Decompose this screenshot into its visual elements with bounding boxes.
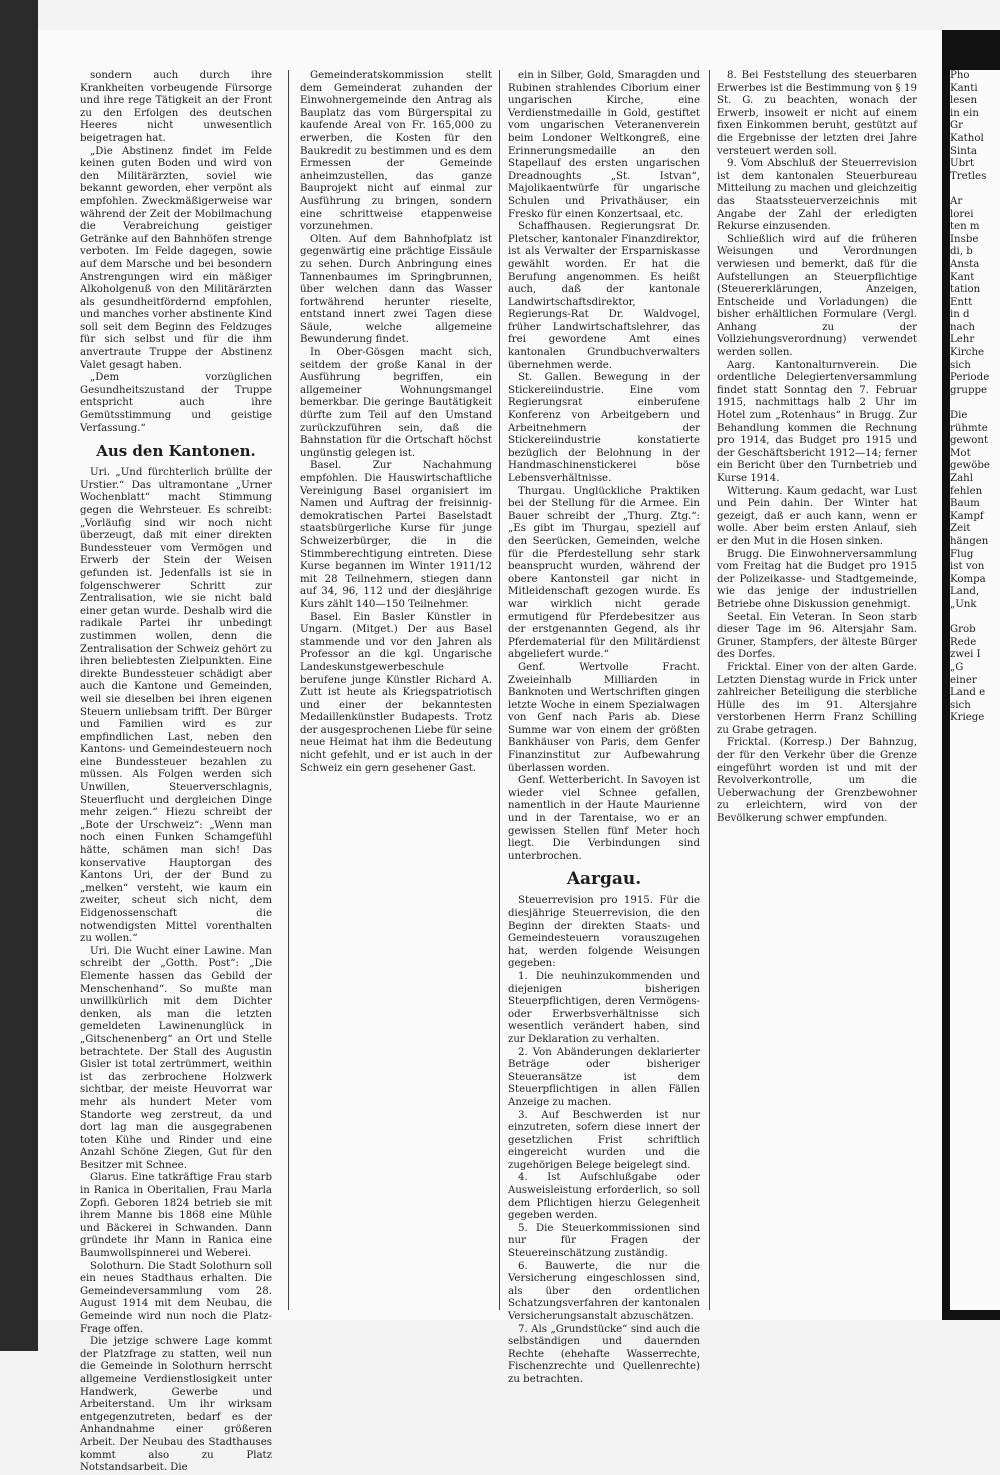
paragraph: 9. Vom Abschluß der Steuerrevision ist dem kantonalen Steuerbureau Mitteilung zu machen und gleichzeitig das Staatssteuerverzeichnis mit Angabe der Zahl der erledigten Rekurse einzusenden.: [717, 158, 917, 233]
column-1: [80, 70, 272, 1474]
fragment-line: Kampf: [950, 510, 984, 522]
fragment-line: Ubrt: [950, 158, 975, 170]
paragraph: 3. Auf Beschwerden ist nur einzutreten, sofern diese innert der gesetzlichen Frist schriftlich eingereicht wurden und die zugehörigen Belege beigelegt sind.: [508, 1109, 700, 1171]
fragment-line: [950, 612, 1000, 625]
column-rule: [288, 70, 289, 1310]
fragment-line: Mot: [950, 447, 971, 459]
paragraph: Glarus. Eine tatkräftige Frau starb in Ranica in Oberitalien, Frau Marla Zopfi. Geboren 1824 betrieb sie mit ihrem Manne bis 1868 eine Mühle und Bäckerei in Schwanden. Dann gründete ihr Mann in Ranica eine Baumwollspinnerei und Weberei.: [80, 1172, 272, 1260]
fragment-line: „G: [950, 661, 964, 673]
fragment-line: gewont: [950, 435, 989, 447]
paragraph: Die jetzige schwere Lage kommt der Platzfrage zu statten, weil nun die Gemeinde in Solothurn herrscht allgemeine Verdienstlosigkeit unter Handwerk, Gewerbe und Arbeiterstand. Um ihr wirksam entgegenzutreten, bedarf es der Anhandnahme einer größeren Arbeit. Der Neubau des Stadthauses kommt also zu Platz Notstandsarbeit. Die: [80, 1336, 272, 1474]
paragraph: Basel. Zur Nachahmung empfohlen. Die Hauswirtschaftliche Vereinigung Basel organisiert im Namen und Auftrag der freisinnig-demokratischen Partei Baselstadt staatsbürgerliche Kurse für junge Schweizerbürger, die in die Stimmberechtigung eintreten. Diese Kurse begannen im Winter 1911/12 mit 28 Teilnehmern, stiegen dann auf 34, 96, 112 und der diesjährige Kurs zählt 140—150 Teilnehmer.: [300, 460, 492, 610]
paragraph: Seetal. Ein Veteran. In Seon starb dieser Tage im 96. Altersjahr Sam. Gruner, Stampfers, der älteste Bürger des Dorfes.: [717, 611, 917, 661]
fragment-line: rühmte: [950, 422, 988, 434]
paragraph: Schließlich wird auf die früheren Weisungen und Verordnungen verwiesen und bemerkt, daß für die Aufstellungen an Steuerpflichtige (Steuererklärungen, Anzeigen, Entscheide und Vorladungen) die bisher erhältlichen Formulare (Vergl. Anhang zu der Vollziehungsverordnung) verwendet werden sollen.: [717, 233, 917, 359]
fragment-line: in d: [950, 309, 970, 321]
paragraph: Gemeinderatskommission stellt dem Gemeinderat zuhanden der Einwohnergemeinde den Antrag als Bauplatz das vom Bürgerspital zu kaufende Areal von Fr. 165,000 zu erwerben, die Kosten für den Baukredit zu bestimmen und es dem Ermessen der Gemeinde anheimzustellen, das ganze Bauprojekt nicht auf einmal zur Ausführung zu bringen, sondern eine schrittweise etappenweise vorzunehmen.: [300, 70, 492, 233]
scan-left-margin: [0, 0, 38, 1351]
fragment-line: di, b: [950, 246, 973, 258]
paragraph: 7. Als „Grundstücke“ sind auch die selbständigen und dauernden Rechte (ehehafte Wasserrechte, Fischenzrechte und Quellenrechte) zu betrachten.: [508, 1323, 700, 1385]
paragraph: Schaffhausen. Regierungsrat Dr. Pletscher, kantonaler Finanzdirektor, ist als Verwalter der Ersparniskasse gewählt worden. Er hat die Berufung angenommen. Es heißt auch, daß der kantonale Landwirtschaftsdirektor, Regierungs-Rat Dr. Waldvogel, früher Landwirtschaftslehrer, das frei gewordene Amt eines kantonalen Grundbuchverwalters übernehmen werde.: [508, 221, 701, 371]
fragment-line: hängen: [950, 535, 989, 547]
fragment-line: gruppe: [950, 384, 988, 396]
fragment-line: Grob: [950, 624, 976, 636]
paragraph: „Dem vorzüglichen Gesundheitszustand der Truppe entspricht auch ihre Gemütsstimmung und geistige Verfassung.“: [80, 372, 272, 434]
paragraph: In Ober-Gösgen macht sich, seitdem der große Kanal in der Ausführung begriffen, ein allgemeiner Wohnungsmangel bemerkbar. Die geringe Bautätigkeit dürfte zum Teil auf den Umstand zurückzuführen sein, daß die Bahnstation für die Ortschaft höchst ungünstig gelegen ist.: [300, 347, 492, 459]
paragraph: 4. Ist Aufschlußgabe oder Ausweisleistung erforderlich, so soll dem Pflichtigen hierzu Gelegenheit gegeben werden.: [508, 1172, 700, 1222]
paragraph: Uri. Die Wucht einer Lawine. Man schreibt der „Gotth. Post“: „Die Elemente hassen das Gebild der Menschenhand“. So mußte man unwillkürlich mit dem Dichter denken, als man die letzten gemeldeten Lawinenunglück in „Gitschenenberg“ an Ort und Stelle betrachtete. Der Stall des Augustin Gisler ist total zertrümmert, weithin ist das zerbrochene Holzwerk sichtbar, der meiste Heuvorrat war mehr als hundert Meter vom Standorte weg zerstreut, da und dort lag man die ausgegrabenen toten Kühe und Rinder und eine Anzahl Schöne Ziegen, Gut für den Besitzer mit Schnee.: [80, 945, 272, 1171]
paragraph: Fricktal. Einer von der alten Garde. Letzten Dienstag wurde in Frick unter zahlreicher Beteiligung die sterbliche Hülle des im 91. Altersjahre verstorbenen Herrn Franz Schilling zu Grabe getragen.: [717, 661, 917, 736]
fragment-line: „Unk: [950, 598, 977, 610]
fragment-line: Ar: [950, 195, 963, 207]
paragraph: „Die Abstinenz findet im Felde keinen guten Boden und wird von den Militärärzten, soviel wie bekannt geworden, eher verpönt als empfohlen. Zweckmäßigerweise war während der Zeit der Mobilmachung die Verabreichung geistiger Getränke auf den Bahnhöfen strenge verboten. Im Felde dagegen, sowie auf dem Marsche und bei besondern Anstrengungen wird ein mäßiger Alkoholgenuß von den Militärärzten als gesundheitfördernd empfohlen, und manches vorher abstinente Kind soll seit dem Beginn des Feldzuges für sich selbst und für die ihm anvertraute Truppe der Abstinenz Valet gesagt haben.: [80, 145, 272, 371]
fragment-line: in ein: [950, 107, 979, 119]
paragraph: Uri. „Und fürchterlich brüllte der Urstier.“ Das ultramontane „Urner Wochenblatt“ macht Stimmung gegen die Wehrsteuer. Es schreibt: „Vorläufig sind wir noch nicht überzeugt, daß mit einer direkten Bundessteuer vom Vermögen und Erwerb der Stein der Weisen gefunden ist. Jedenfalls ist sie in folgenschwerer Schritt zur Zentralisation, wie sie nicht bald einer getan wurde. Deshalb wird die radikale Partei ihr unbedingt zustimmen wollen, denn die Zentralisation der Schweiz gehört zu ihren beliebtesten Zielpunkten. Eine direkte Bundessteuer schädigt aber auch die Kantone und Gemeinden, weil sie dieselben bei ihren eigenen Steuern unliebsam trifft. Der Bürger und Familien wird es zur empfindlichen Last, neben den Kantons- und Gemeindesteuern noch eine Bundessteuer bezahlen zu müssen. Als Folgen werden sich Unwillen, Steuerverschlagnis, Steuerflucht und dergleichen Dinge mehr zeigen.“ Hiezu schreibt der „Bote der Urschweiz“: „Wenn man noch einen Funken Schamgefühl hätte, schämen man sich! Das konservative Hauptorgan des Kantons Uri, der der Bund zu „melken“ versteht, wie kaum ein zweiter, scheut sich nicht, dem Eidgenossenschaft die notwendigsten Mittel vorenthalten zu wollen.“: [80, 467, 272, 945]
paragraph: Aarg. Kantonalturnverein. Die ordentliche Delegiertenversammlung findet statt Sonntag den 7. Februar 1915, nachmittags halb 2 Uhr im Hotel zum „Rotenhaus“ in Brugg. Zur Behandlung kommen die Rechnung pro 1914, das Budget pro 1915 und der Geschäftsbericht 1912—14; ferner ein Bericht über den Turnbetrieb und Kurse 1914.: [717, 359, 917, 484]
fragment-line: Ansta: [950, 258, 980, 270]
fragment-line: Rede: [950, 636, 977, 648]
fragment-line: Kompa: [950, 573, 986, 585]
paragraph: Genf. Wertvolle Fracht. Zweieinhalb Milliarden in Banknoten und Wertschriften gingen letzte Woche in einem Spezialwagen von Genf nach Paris ab. Diese Summe war von einem der größten Bankhäuser von Paris, dem Genfer Finanzinstitut zur Aufbewahrung überlassen worden.: [508, 661, 700, 774]
fragment-line: Die: [950, 410, 968, 422]
fragment-line: Land e: [950, 687, 986, 699]
fragment-line: Periode: [950, 372, 990, 384]
fragment-line: lesen: [950, 95, 978, 107]
paragraph: 5. Die Steuerkommissionen sind nur für Fragen der Steuereinschätzung zuständig.: [508, 1222, 700, 1260]
fragment-line: sich: [950, 359, 971, 371]
fragment-line: Tretles: [950, 170, 987, 182]
fragment-line: ten m: [950, 221, 980, 233]
paragraph: Thurgau. Unglückliche Praktiken bei der Stellung für die Armee. Ein Bauer schreibt der „Thurg. Ztg.“: „Es gibt im Thurgau, speziell auf den Seerücken, Gemeinden, welche für die Pferdestellung sehr stark beansprucht wurden, während der obere Kantonsteil gar nicht in Mitleidenschaft gezogen wurde. Es war wirklich nicht gerade ermutigend für Pferdebesitzer aus der erstgenannten Gegend, als ihr Pferdematerial für den Militärdienst abgeliefert wurde.“: [508, 485, 700, 661]
paragraph: 8. Bei Feststellung des steuerbaren Erwerbes ist die Bestimmung von § 19 St. G. zu beachten, wonach der Erwerb, insoweit er nicht auf einem fixen Einkommen beruht, gestützt auf die Ergebnisse der letzten drei Jahre versteuert werden soll.: [717, 70, 917, 157]
paragraph: St. Gallen. Bewegung in der Stickereiindustrie. Eine vom Regierungsrat einberufene Konferenz von Arbeitgebern und Arbeitnehmern der Stickereiindustrie konstatierte bezüglich der Belohnung in der Handmaschinenstickerei böse Lebensverhältnisse.: [508, 372, 700, 484]
paragraph: Solothurn. Die Stadt Solothurn soll ein neues Stadthaus erhalten. Die Gemeindeversammlung vom 28. August 1914 mit dem Neubau, die Gemeinde wird nun noch die Platz-Frage offen.: [80, 1260, 272, 1335]
fragment-line: ist von: [950, 561, 985, 573]
fragment-line: Kriege: [950, 712, 985, 724]
paragraph: ein in Silber, Gold, Smaragden und Rubinen strahlendes Ciborium einer ungarischen Kirche, eine Verdienstmedaille in Gold, gestiftet vom ungarischen Veteranenverein beim Londoner Weltkongreß, eine Erinnerungsmedaille an den Stapellauf des ersten ungarischen Dreadnoughts „St. Istvan“, Majolikaentwürfe für ungarische Schulen und Privathäuser, ein Fresko für einen Konzertsaal, etc.: [508, 70, 700, 220]
paragraph: Brugg. Die Einwohnerversammlung vom Freitag hat die Budget pro 1915 der Polizeikasse- und Stadtgemeinde, wie das jenige der industriellen Betriebe ohne Diskussion genehmigt.: [717, 548, 917, 610]
paragraph: Olten. Auf dem Bahnhofplatz ist gegenwärtig eine prächtige Eissäule zu sehen. Durch Anbringung eines Tannenbaumes im Springbrunnen, über welchen dann das Wasser fortwährend herunter rieselte, entstand innert zwei Tagen diese Säule, welche allgemeine Bewunderung findet.: [300, 233, 492, 346]
fragment-line: [950, 183, 1000, 196]
column-rule: [709, 70, 710, 1310]
paragraph: 6. Bauwerte, die nur die Versicherung eingeschlossen sind, als über den ordentlichen Schatzungsverfahren der kantonalen Versicherungsanstalt abzuschätzen.: [508, 1260, 700, 1322]
fragment-line: nach: [950, 321, 975, 333]
fragment-line: Baum: [950, 498, 980, 510]
fragment-line: Entt: [950, 296, 973, 308]
paragraph: Genf. Wetterbericht. In Savoyen ist wieder viel Schnee gefallen, namentlich in der Haute Maurienne und in der Tarentaise, wo er an gewissen Stellen fünf Meter hoch liegt. Die Verbindungen sind unterbrochen.: [508, 775, 700, 862]
fragment-line: Flug: [950, 548, 974, 560]
fragment-line: Kathol: [950, 132, 984, 144]
paragraph: 2. Von Abänderungen deklarierter Beträge oder bisheriger Steueransätze ist dem Steuerpflichtigen in allen Fällen Anzeige zu machen.: [508, 1046, 700, 1108]
fragment-line: Land,: [950, 586, 980, 598]
fragment-line: Kanti: [950, 82, 978, 94]
fragment-line: einer: [950, 674, 977, 686]
fragment-line: Kirche: [950, 347, 985, 359]
paragraph: Basel. Ein Basler Künstler in Ungarn. (Mitget.) Der aus Basel stammende und vor den Jahren als Professor an die kgl. Ungarische Landeskunstgewerbeschule berufene junge Künstler Richard A. Zutt ist heute als Kriegspatriotisch und einer der bekanntesten Medaillenkünstler Budapests. Trotz der ausgesprochenen Liebe für seine neue Heimat hat ihm die Bedeutung nicht gefehlt, und er ist auch in der Schweiz ein gern gesehener Gast.: [300, 611, 492, 774]
paragraph: Steuerrevision pro 1915. Für die diesjährige Steuerrevision, die den Beginn der direkten Staats- und Gemeindesteuern vorauszugehen hat, werden folgende Weisungen gegeben:: [508, 895, 700, 970]
column-rule: [499, 70, 500, 1310]
column-3: [508, 70, 701, 1385]
fragment-line: sich: [950, 699, 971, 711]
paragraph: 1. Die neuhinzukommenden und diejenigen bisherigen Steuerpflichtigen, deren Vermögens- oder Erwerbsverhältnisse sich wesentlich verändert haben, sind zur Deklaration zu verhalten.: [508, 970, 700, 1045]
fragment-line: Zeit: [950, 523, 971, 535]
section-heading: Aargau.: [566, 869, 642, 890]
fragment-line: Gr: [950, 120, 964, 132]
paragraph: sondern auch durch ihre Krankheiten vorbeugende Fürsorge und ihre rege Tätigkeit an der Front zu den Erfolgen des deutschen Heeres nicht unwesentlich beigetragen hat.: [80, 70, 272, 144]
fragment-line: Pho: [950, 70, 970, 81]
fragment-line: Lehr: [950, 334, 975, 346]
fragment-line: gewöbe: [950, 460, 990, 472]
paragraph: Witterung. Kaum gedacht, war Lust und Pein dahin. Der Winter hat gezeigt, daß er auch kann, wenn er wolle. Aber beim ersten Anlauf, sieh er den Mut in die Hosen sinken.: [717, 485, 917, 547]
fragment-line: Zahl: [950, 473, 973, 484]
fragment-line: fehlen: [950, 485, 983, 497]
fragment-line: Insbe: [950, 233, 979, 245]
column-4: [717, 70, 917, 1310]
fragment-line: zwei I: [950, 649, 981, 661]
fragment-line: tation: [950, 284, 981, 296]
fragment-line: lorei: [950, 208, 974, 220]
paragraph: Fricktal. (Korresp.) Der Bahnzug, der für den Verkehr über die Grenze eingeführt worden ist und mit der Revolverkontrolle, um die Ueberwachung der Grenzbewohner zu erleichtern, wird von der Bevölkerung schwer empfunden.: [717, 737, 917, 825]
column-2: [300, 70, 492, 1310]
fragment-line: [950, 397, 1000, 410]
adjacent-page-fragment: [950, 70, 1000, 1310]
fragment-line: Sinta: [950, 145, 977, 157]
section-heading: Aus den Kantonen.: [96, 442, 256, 461]
fragment-line: Kant: [950, 271, 975, 283]
